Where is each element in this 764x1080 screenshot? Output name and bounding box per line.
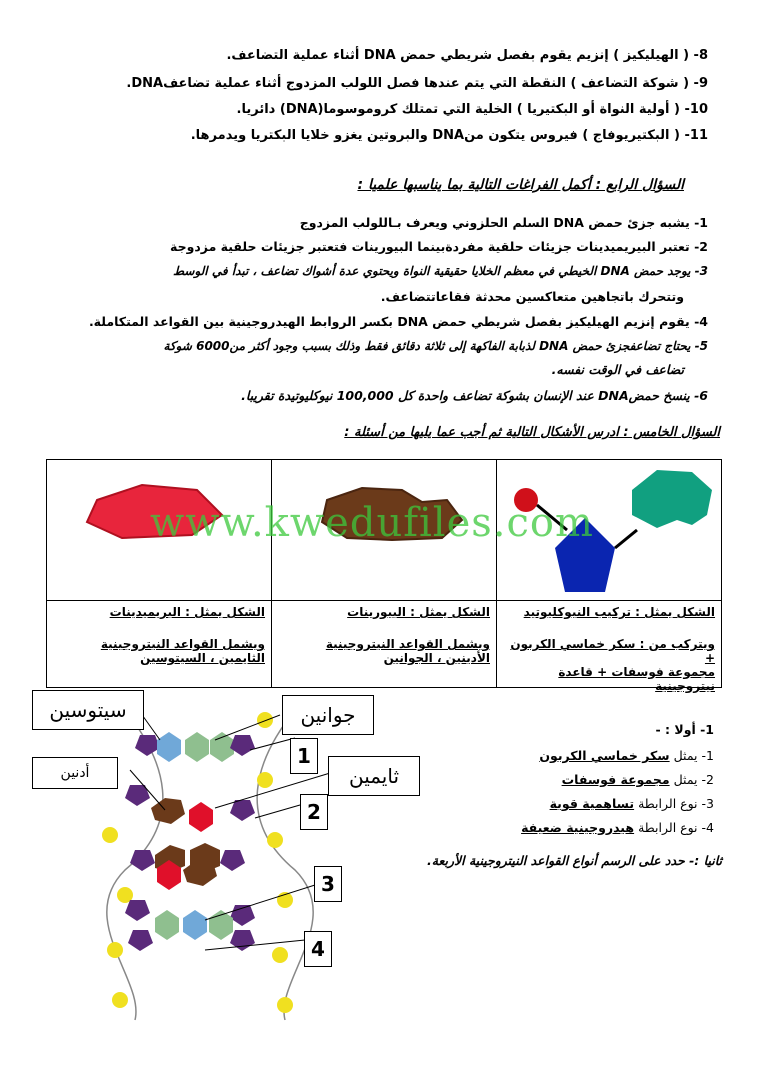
- label-adenine: أدنين: [32, 757, 118, 789]
- watermark-text: www.kwedufiles.com: [150, 500, 594, 546]
- q4-line-5b: تضاعف في الوقت نفسه.: [551, 362, 684, 377]
- label-thymine: ثايمين: [328, 756, 420, 796]
- item-8: 8- ( الهيليكيز ) إنزيم يقوم بفصل شريطي حمض DNA أثناء عملية التضاعف.: [226, 48, 708, 63]
- item-10: 10- ( أولية النواة أو البكتيريا ) الخلية التي تمتلك كروموسوما(DNA) دائريا.: [236, 102, 708, 117]
- caption-purines: الشكل يمثل : البيورينات ويشمل القواعد النيتروجينية الأدينين ، الجوانين: [272, 601, 497, 688]
- dna-diagram: [85, 700, 365, 1030]
- q4-line-4: 4- يقوم إنزيم الهيليكيز بفصل شريطي حمض DNA بكسر الروابط الهيدروجينية بين القواعد المتكاملة.: [88, 314, 708, 329]
- number-2: 2: [300, 794, 328, 830]
- q4-line-6: 6- ينسخ حمضDNA عند الإنسان بشوكة تضاعف واحدة كل 100,000 نيوكليوتيدة تقريبا.: [241, 388, 708, 403]
- label-cytosine: سيتوسين: [32, 690, 144, 730]
- item-9: 9- ( شوكة التضاعف ) النقطة التي يتم عندها فصل اللولب المزدوج أثناء عملية تضاعفDNA.: [126, 76, 708, 91]
- figures-table: [46, 459, 722, 693]
- first-item-2: 2- يمثل مجموعة فوسفات: [561, 772, 714, 787]
- first-item-3: 3- نوع الرابطة تساهمية قوية: [549, 796, 714, 811]
- q5-title: السؤال الخامس : ادرس الأشكال التالية ثم أجب عما يليها من أسئلة :: [344, 425, 720, 440]
- q4-line-2: 2- تعتبر البيريميدينات جزيئات حلقية مفردةبينما البيورينات فتعتبر جزيئات حلقية مزدوجة: [170, 239, 708, 254]
- first-item-1: 1- يمثل سكر خماسي الكربون: [539, 748, 714, 763]
- caption-pyrimidines: الشكل يمثل : البريميدينات ويشمل القواعد النيتروجينية الثايمين ، السيتوسين: [47, 601, 272, 688]
- label-guanine: جوانين: [282, 695, 374, 735]
- caption-nucleotide: الشكل يمثل : تركيب النيوكليوتيد ويتركب من : سكر خماسي الكربون + مجموعة فوسفات + قاعدة نيتروجينية: [497, 601, 722, 688]
- number-3: 3: [314, 866, 342, 902]
- item-11: 11- ( البكتيريوفاج ) فيروس يتكون منDNA والبروتين يغزو خلايا البكتريا ويدمرها.: [190, 128, 708, 143]
- second-instruction: ثانيا :- حدد على الرسم أنواع القواعد النيتروجينية الأربعة.: [427, 853, 722, 868]
- q4-line-3b: وتتحرك باتجاهين متعاكسين محدثة فقاعاتتضاعف.: [380, 289, 684, 304]
- q4-line-1: 1- يشبه جزئ حمض DNA السلم الحلزوني ويعرف بـاللولب المزدوج: [299, 215, 708, 230]
- q4-line-3: 3- يوجد حمض DNA الخيطي في معظم الخلايا حقيقية النواة ويحتوي عدة أشواك تضاعف ، تبدأ في الوسط: [173, 264, 708, 278]
- number-1: 1: [290, 738, 318, 774]
- q4-title: السؤال الرابع : أكمل الفراغات التالية بما يناسبها علميا :: [357, 177, 684, 193]
- first-item-4: 4- نوع الرابطة هيدروجينية ضعيفة: [521, 820, 714, 835]
- first-title: 1- أولا : -: [655, 722, 714, 737]
- number-4: 4: [304, 931, 332, 967]
- q4-line-5: 5- يحتاج تضاعفجزئ حمض DNA لذبابة الفاكهة إلى ثلاثة دقائق فقط وذلك بسبب وجود أكثر من6000 شوكة: [163, 339, 708, 353]
